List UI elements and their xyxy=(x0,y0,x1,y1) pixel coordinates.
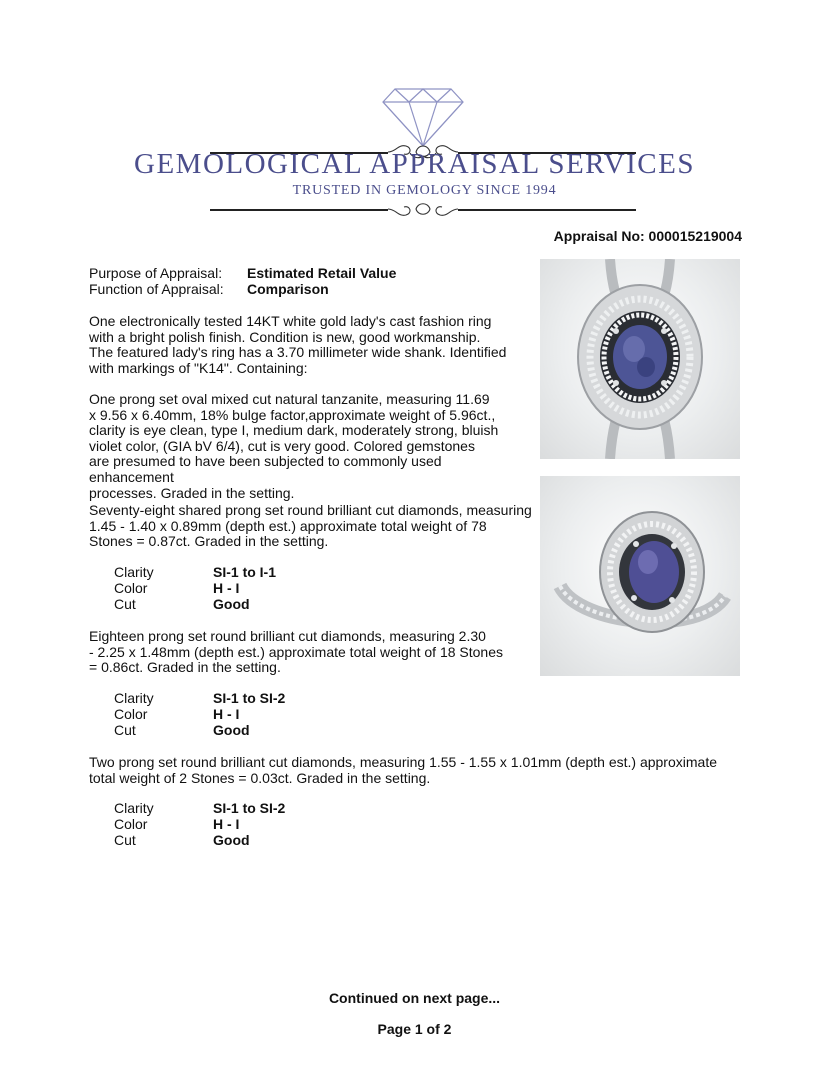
purpose-label: Purpose of Appraisal: xyxy=(89,265,223,281)
ring-photo-top-view xyxy=(540,259,740,459)
grade-label-color: Color xyxy=(114,816,148,832)
grade-label-cut: Cut xyxy=(114,832,136,848)
stone-group-description: Seventy-eight shared prong set round brilliant cut diamonds, measuring 1.45 - 1.40 x 0.89mm (depth est.) approximate total weight of 78 Stones = 0.87ct. Graded in the setting. xyxy=(89,502,532,550)
grade-value-clarity: SI-1 to SI-2 xyxy=(213,800,286,816)
ornament-scroll-icon xyxy=(386,199,460,221)
item-description: One electronically tested 14KT white gold lady's cast fashion ring with a bright polish finish. Condition is new, good workmanship. The featured lady's ring has a 3.70 millimeter wide shank. Identified with markings of "K14". Containing: xyxy=(89,313,507,376)
grade-label-clarity: Clarity xyxy=(114,564,154,580)
company-tagline: TRUSTED IN GEMOLOGY SINCE 1994 xyxy=(292,183,557,198)
grade-label-clarity: Clarity xyxy=(114,690,154,706)
grade-value-clarity: SI-1 to I-1 xyxy=(213,564,277,580)
grade-label-cut: Cut xyxy=(114,596,136,612)
grade-label-clarity: Clarity xyxy=(114,800,154,816)
center-stone-description: One prong set oval mixed cut natural tanzanite, measuring 11.69 x 9.56 x 6.40mm, 18% bulge factor,approximate weight of 5.96ct., clarity is eye clean, type I, medium dark, moderately strong, bluish violet color, (GIA bV 6/4), cut is very good. Colored gemstones are presumed to have been subjected to commonly used enhancement processes. Graded in the setting. xyxy=(89,391,499,501)
grade-value-clarity: SI-1 to SI-2 xyxy=(213,690,286,706)
continued-note: Continued on next page... xyxy=(328,990,501,1006)
diamond-logo-icon xyxy=(380,86,466,148)
grade-value-color: H - I xyxy=(213,816,240,832)
stone-group-description: Two prong set round brilliant cut diamonds, measuring 1.55 - 1.55 x 1.01mm (depth est.) approximate total weight of 2 Stones = 0.03ct. Graded in the setting. xyxy=(89,754,717,786)
grade-label-color: Color xyxy=(114,580,148,596)
company-name: GEMOLOGICAL APPRAISAL SERVICES xyxy=(134,148,695,180)
grade-value-cut: Good xyxy=(213,722,250,738)
grade-value-color: H - I xyxy=(213,706,240,722)
function-value: Comparison xyxy=(247,281,329,297)
purpose-value: Estimated Retail Value xyxy=(247,265,397,281)
grade-label-color: Color xyxy=(114,706,148,722)
ring-photo-side-view xyxy=(540,476,740,676)
stone-group-description: Eighteen prong set round brilliant cut diamonds, measuring 2.30 - 2.25 x 1.48mm (depth est.) approximate total weight of 18 Stones = 0.86ct. Graded in the setting. xyxy=(89,628,503,676)
grade-value-cut: Good xyxy=(213,832,250,848)
appraisal-number: Appraisal No: 000015219004 xyxy=(553,228,742,244)
header-rule-bottom-left xyxy=(210,209,388,211)
header-rule-bottom-right xyxy=(458,209,636,211)
grade-value-color: H - I xyxy=(213,580,240,596)
grade-value-cut: Good xyxy=(213,596,250,612)
page-number: Page 1 of 2 xyxy=(377,1021,452,1037)
function-label: Function of Appraisal: xyxy=(89,281,224,297)
grade-label-cut: Cut xyxy=(114,722,136,738)
